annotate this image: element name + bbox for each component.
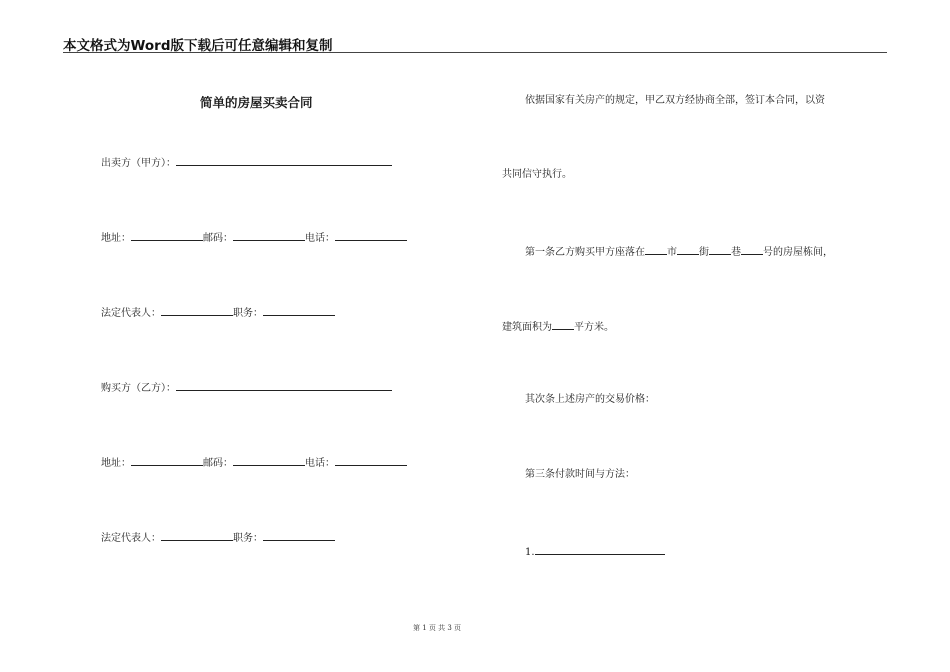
- phone-label: 电话：: [305, 233, 335, 244]
- address-label: 地址：: [101, 233, 131, 244]
- lane-blank[interactable]: [709, 243, 731, 255]
- phone-label: 电话：: [305, 458, 335, 469]
- buyer-blank[interactable]: [176, 379, 392, 391]
- article-1-text-e: 号的房屋栋间，: [763, 247, 833, 258]
- header-rule: [63, 52, 887, 53]
- article-3: 第三条付款时间与方法：: [525, 469, 635, 480]
- phone-blank[interactable]: [335, 454, 407, 466]
- representative-line-2: [101, 529, 335, 546]
- buyer-line: [101, 379, 392, 396]
- address-line-2: [101, 454, 407, 471]
- intro-line-2: 共同信守执行。: [502, 169, 572, 180]
- seller-line: [101, 154, 392, 171]
- zip-blank[interactable]: [233, 454, 305, 466]
- area-blank[interactable]: [552, 318, 574, 330]
- zip-label: 邮码：: [203, 233, 233, 244]
- representative-blank[interactable]: [161, 304, 233, 316]
- article-1-line-1: [525, 243, 833, 260]
- address-blank[interactable]: [131, 454, 203, 466]
- post-label: 职务：: [233, 308, 263, 319]
- intro-line-1: 依据国家有关房产的规定，甲乙双方经协商全部，签订本合同，以资: [525, 95, 825, 106]
- item-number: 1.: [525, 547, 535, 558]
- address-line-1: [101, 229, 407, 246]
- page-footer: 第 1 页 共 3 页: [413, 624, 462, 632]
- representative-blank[interactable]: [161, 529, 233, 541]
- street-blank[interactable]: [677, 243, 699, 255]
- city-blank[interactable]: [645, 243, 667, 255]
- seller-blank[interactable]: [176, 154, 392, 166]
- post-blank[interactable]: [263, 304, 335, 316]
- page-title: 简单的房屋买卖合同: [200, 95, 313, 110]
- article-1-text-a: 第一条乙方购买甲方座落在: [525, 247, 645, 258]
- zip-label: 邮码：: [203, 458, 233, 469]
- address-blank[interactable]: [131, 229, 203, 241]
- article-1-text-b: 市: [667, 247, 677, 258]
- item-1-blank[interactable]: [535, 543, 665, 555]
- area-label: 建筑面积为: [502, 322, 552, 333]
- article-1-text-d: 巷: [731, 247, 741, 258]
- zip-blank[interactable]: [233, 229, 305, 241]
- article-2: 其次条上述房产的交易价格：: [525, 394, 655, 405]
- payment-item-1: [525, 543, 665, 560]
- post-label: 职务：: [233, 533, 263, 544]
- number-blank[interactable]: [741, 243, 763, 255]
- phone-blank[interactable]: [335, 229, 407, 241]
- document-header: 本文格式为Word版下载后可任意编辑和复制: [63, 38, 333, 54]
- representative-label: 法定代表人：: [101, 308, 161, 319]
- article-1-text-c: 街: [699, 247, 709, 258]
- post-blank[interactable]: [263, 529, 335, 541]
- area-unit: 平方米。: [574, 322, 614, 333]
- address-label: 地址：: [101, 458, 131, 469]
- seller-label: 出卖方（甲方）：: [101, 158, 176, 169]
- buyer-label: 购买方（乙方）：: [101, 383, 176, 394]
- representative-label: 法定代表人：: [101, 533, 161, 544]
- representative-line-1: [101, 304, 335, 321]
- article-1-line-2: [502, 318, 614, 335]
